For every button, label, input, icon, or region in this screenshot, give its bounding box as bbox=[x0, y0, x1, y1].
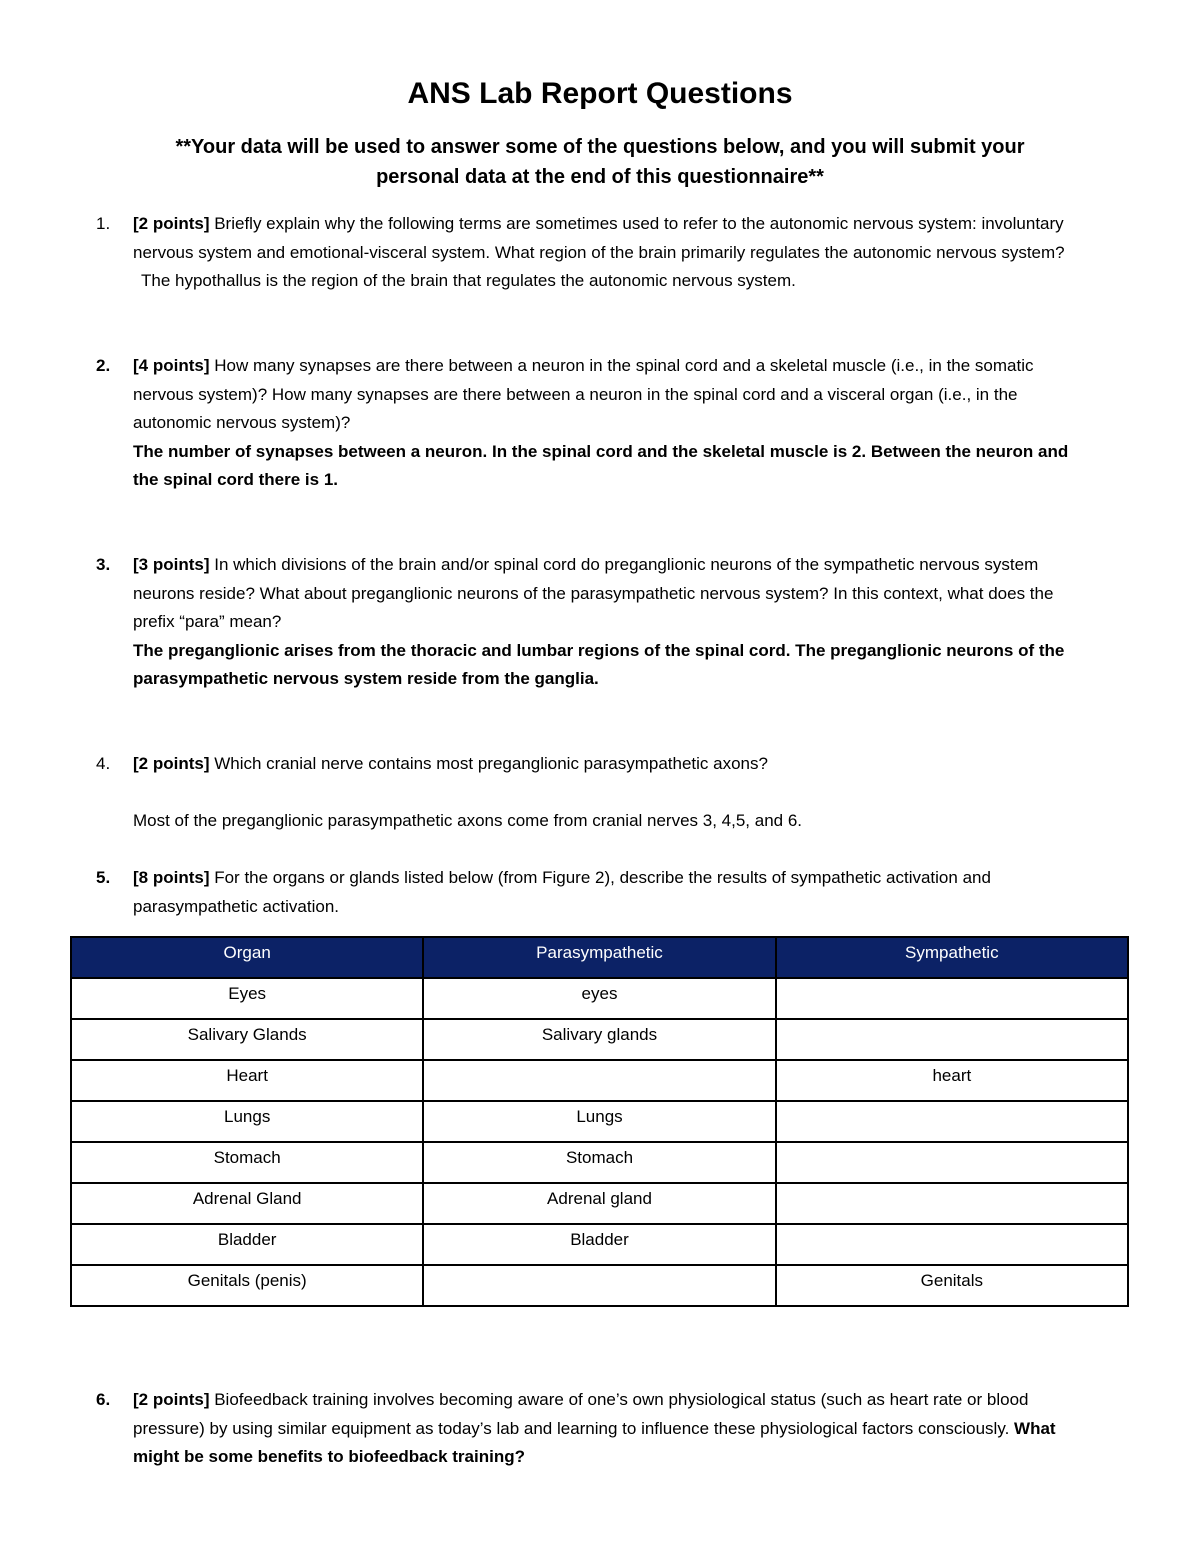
question-points: [2 points] bbox=[133, 1390, 210, 1409]
table-row bbox=[71, 1265, 1128, 1306]
table-row bbox=[71, 1101, 1128, 1142]
question-number: 3. bbox=[96, 555, 111, 574]
answer-text: The preganglionic arises from the thoracic and lumbar regions of the spinal cord. The preganglionic neurons of the parasympathetic nervous system reside from the ganglia. bbox=[133, 640, 1065, 688]
answer-text: The number of synapses between a neuron. In the spinal cord and the skeletal muscle is 2. Between the neuron and the spinal cord there is 1. bbox=[133, 441, 1069, 489]
page-title: ANS Lab Report Questions bbox=[407, 77, 793, 110]
organ-cell: Eyes bbox=[71, 978, 423, 1019]
question-points: [4 points] bbox=[133, 356, 210, 375]
question-points: [2 points] bbox=[133, 214, 210, 233]
organ-cell: Genitals (penis) bbox=[71, 1265, 423, 1306]
answer-text: The hypothallus is the region of the brain that regulates the autonomic nervous system. bbox=[141, 271, 796, 290]
table-row bbox=[71, 1183, 1128, 1224]
parasympathetic-cell[interactable]: Adrenal gland bbox=[423, 1183, 775, 1224]
question-text: How many synapses are there between a neuron in the spinal cord and a skeletal muscle (i.e., in the somatic nervous system)? How many synapses are there between a neuron in the spinal cord and a visceral organ (i.e., in the autonomic nervous system)? bbox=[133, 356, 1034, 432]
organ-cell: Adrenal Gland bbox=[71, 1183, 423, 1224]
question-number: 2. bbox=[96, 356, 111, 375]
answer-text: Most of the preganglionic parasympathetic axons come from cranial nerves 3, 4,5, and 6. bbox=[133, 810, 803, 830]
question-body bbox=[133, 551, 1093, 694]
organ-cell: Heart bbox=[71, 1060, 423, 1101]
table-row bbox=[71, 1142, 1128, 1183]
parasympathetic-cell[interactable] bbox=[423, 1265, 775, 1306]
organ-cell: Lungs bbox=[71, 1101, 423, 1142]
table-row bbox=[71, 1019, 1128, 1060]
question-body bbox=[133, 1386, 1093, 1472]
parasympathetic-cell[interactable]: Stomach bbox=[423, 1142, 775, 1183]
parasympathetic-cell[interactable]: Lungs bbox=[423, 1101, 775, 1142]
sympathetic-cell[interactable] bbox=[776, 978, 1128, 1019]
page-subtitle: **Your data will be used to answer some of the questions below, and you will submit your personal data at the end of this questionnaire** bbox=[175, 136, 1025, 188]
parasympathetic-cell[interactable]: eyes bbox=[423, 978, 775, 1019]
organ-cell: Bladder bbox=[71, 1224, 423, 1265]
parasympathetic-cell[interactable] bbox=[423, 1060, 775, 1101]
organ-table bbox=[70, 936, 1129, 1307]
question-body bbox=[133, 750, 1093, 835]
sympathetic-cell[interactable] bbox=[776, 1142, 1128, 1183]
parasympathetic-cell[interactable]: Salivary glands bbox=[423, 1019, 775, 1060]
question-body bbox=[133, 352, 1093, 495]
table-row bbox=[71, 1224, 1128, 1265]
question-text-bold: What might be some benefits to biofeedback training? bbox=[133, 1418, 1056, 1466]
question-body bbox=[133, 864, 1093, 921]
question-number: 6. bbox=[96, 1390, 111, 1409]
parasympathetic-cell[interactable]: Bladder bbox=[423, 1224, 775, 1265]
question-points: [8 points] bbox=[133, 868, 210, 887]
sympathetic-cell[interactable] bbox=[776, 1019, 1128, 1060]
organ-cell: Salivary Glands bbox=[71, 1019, 423, 1060]
column-header-organ: Organ bbox=[71, 937, 423, 978]
question-number: 4. bbox=[96, 754, 111, 773]
column-header-parasympathetic: Parasympathetic bbox=[423, 937, 775, 978]
question-number: 1. bbox=[96, 214, 111, 233]
question-points: [3 points] bbox=[133, 555, 210, 574]
question-points: [2 points] bbox=[133, 754, 210, 773]
organ-cell: Stomach bbox=[71, 1142, 423, 1183]
table-row bbox=[71, 978, 1128, 1019]
question-text: In which divisions of the brain and/or spinal cord do preganglionic neurons of the sympathetic nervous system neurons reside? What about preganglionic neurons of the parasympathetic nervous system? In this context, what does the prefix “para” mean? bbox=[133, 555, 1054, 631]
sympathetic-cell[interactable] bbox=[776, 1101, 1128, 1142]
column-header-sympathetic: Sympathetic bbox=[776, 937, 1128, 978]
question-body bbox=[133, 210, 1093, 296]
sympathetic-cell[interactable]: Genitals bbox=[776, 1265, 1128, 1306]
table-row bbox=[71, 1060, 1128, 1101]
question-text: Which cranial nerve contains most preganglionic parasympathetic axons? bbox=[209, 754, 768, 773]
sympathetic-cell[interactable] bbox=[776, 1183, 1128, 1224]
sympathetic-cell[interactable]: heart bbox=[776, 1060, 1128, 1101]
question-text: Briefly explain why the following terms are sometimes used to refer to the autonomic nervous system: involuntary nervous system and emotional-visceral system. What region of the brain primarily regulates the autonomic nervous system? bbox=[133, 214, 1065, 262]
question-text: For the organs or glands listed below (from Figure 2), describe the results of sympathetic activation and parasympathetic activation. bbox=[133, 868, 991, 916]
table-header-row bbox=[71, 937, 1128, 978]
question-text: Biofeedback training involves becoming aware of one’s own physiological status (such as heart rate or blood pressure) by using similar equipment as today’s lab and learning to influence these physiological factors consciously. bbox=[133, 1390, 1029, 1438]
question-number: 5. bbox=[96, 868, 111, 887]
sympathetic-cell[interactable] bbox=[776, 1224, 1128, 1265]
